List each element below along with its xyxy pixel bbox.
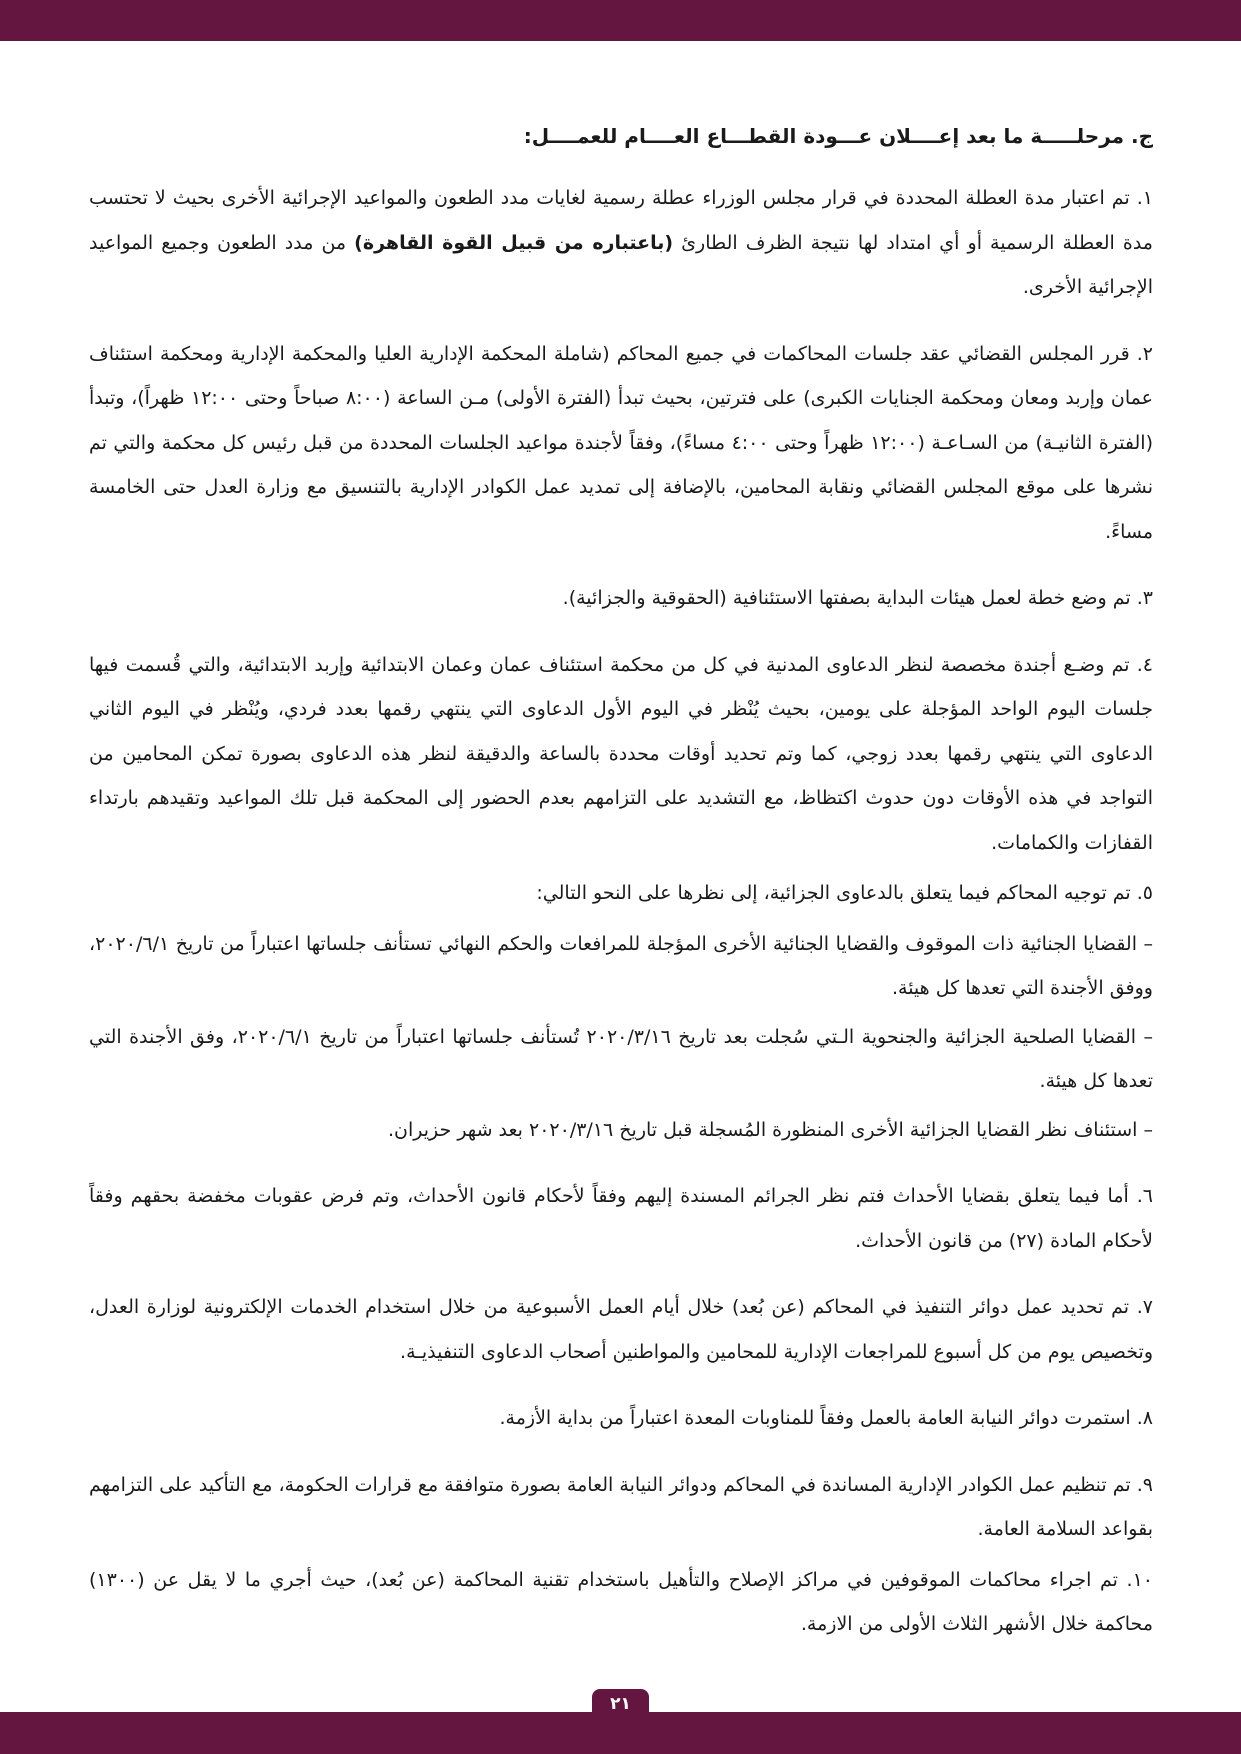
- document-body: [89, 112, 1153, 1669]
- paragraph-1-bold: (باعتباره من قبيل القوة القاهرة): [354, 231, 674, 254]
- section-heading: ج. مرحلـــــة ما بعد إعــــلان عـــودة القطـــاع العــــام للعمــــل:: [523, 124, 1153, 148]
- paragraph-5-subitem-2: – القضايا الصلحية الجزائية والجنحوية الـتي سُجلت بعد تاريخ ٢٠٢٠/٣/١٦ تُستأنف جلساتها اعتباراً من تاريخ ٢٠٢٠/٦/١، وفق الأجندة التي تعدها كل هيئة.: [89, 1025, 1153, 1092]
- paragraph-4: ٤. تم وضـع أجندة مخصصة لنظر الدعاوى المدنية في كل من محكمة استئناف عمان وعمان الابتدائية وإربد الابتدائية، والتي قُسمت فيها جلسات اليوم الواحد المؤجلة على يومين، بحيث يُنْظر في اليوم الأول الدعاوى التي ينتهي رقمها بعدد فردي، ويُنْظر في اليوم الثاني الدعاوى التي ينتهي رقمها بعدد زوجي، كما وتم تحديد أوقات محددة بالساعة والدقيقة لنظر هذه الدعاوى بصورة تمكن المحامين من التواجد في هذه الأوقات دون حدوث اكتظاظ، مع التشديد على التزامهم بعدم الحضور إلى المحكمة قبل تلك المواعيد وتقيدهم بارتداء القفازات والكمامات.: [89, 653, 1153, 854]
- paragraph-1: [89, 176, 1153, 310]
- page-number: ٢١: [592, 1689, 649, 1719]
- paragraph-8: ٨. استمرت دوائر النيابة العامة بالعمل وفقاً للمناوبات المعدة اعتباراً من بداية الأزمة.: [499, 1407, 1153, 1429]
- paragraph-5: ٥. تم توجيه المحاكم فيما يتعلق بالدعاوى الجزائية، إلى نظرها على النحو التالي:: [536, 882, 1153, 904]
- paragraph-1-text-end: من مدد الطعون وجميع المواعيد الإجرائية الأخرى.: [89, 231, 1153, 298]
- paragraph-9: ٩. تم تنظيم عمل الكوادر الإدارية المساندة في المحاكم ودوائر النيابة العامة بصورة متوافقة مع قرارات الحكومة، مع التأكيد على التزامهم بقواعد السلامة العامة.: [89, 1473, 1153, 1540]
- paragraph-5-subitem-3: – استئناف نظر القضايا الجزائية الأخرى المنظورة المُسجلة قبل تاريخ ٢٠٢٠/٣/١٦ بعد شهر حزيران.: [388, 1118, 1153, 1141]
- paragraph-2: ٢. قرر المجلس القضائي عقد جلسات المحاكمات في جميع المحاكم (شاملة المحكمة الإدارية العليا والمحكمة الإدارية ومحكمة استئناف عمان وإربد ومعان ومحكمة الجنايات الكبرى) على فترتين، بحيث تبدأ (الفترة الأولى) مـن الساعة (٨:٠٠ صباحاً وحتى ١٢:٠٠ ظهراً)، وتبدأ (الفترة الثانيـة) من السـاعـة (١٢:٠٠ ظهراً وحتى ٤:٠٠ مساءً)، وفقاً لأجندة مواعيد الجلسات المحددة من قبل رئيس كل محكمة والتي تم نشرها على موقع المجلس القضائي ونقابة المحامين، بالإضافة إلى تمديد عمل الكوادر الإدارية بالتنسيق مع وزارة العدل حتى الخامسة مساءً.: [89, 342, 1153, 543]
- paragraph-1-text: ١. تم اعتبار مدة العطلة المحددة في قرار مجلس الوزراء عطلة رسمية لغايات مدد الطعون والمواعيد الإجرائية الأخرى بحيث لا تحتسب مدة العطلة الرسمية أو أي امتداد لها نتيجة الظرف الطارئ: [89, 187, 1153, 254]
- top-header-band: [0, 0, 1241, 41]
- paragraph-7: ٧. تم تحديد عمل دوائر التنفيذ في المحاكم (عن بُعد) خلال أيام العمل الأسبوعية من خلال استخدام الخدمات الإلكترونية لوزارة العدل، وتخصيص يوم من كل أسبوع للمراجعات الإدارية للمحامين والمواطنين أصحاب الدعاوى التنفيذيـة.: [89, 1296, 1153, 1363]
- paragraph-5-subitem-1: – القضايا الجنائية ذات الموقوف والقضايا الجنائية الأخرى المؤجلة للمرافعات والحكم النهائي تستأنف جلساتها اعتباراً من تاريخ ٢٠٢٠/٦/١، ووفق الأجندة التي تعدها كل هيئة.: [89, 932, 1153, 999]
- paragraph-10: ١٠. تم اجراء محاكمات الموقوفين في مراكز الإصلاح والتأهيل باستخدام تقنية المحاكمة (عن بُعد)، حيث أجري ما لا يقل عن (١٣٠٠) محاكمة خلال الأشهر الثلاث الأولى من الازمة.: [89, 1568, 1153, 1635]
- paragraph-3: ٣. تم وضع خطة لعمل هيئات البداية بصفتها الاستئنافية (الحقوقية والجزائية).: [562, 587, 1153, 609]
- paragraph-6: ٦. أما فيما يتعلق بقضايا الأحداث فتم نظر الجرائم المسندة إليهم وفقاً لأحكام قانون الأحداث، وتم فرض عقوبات مخفضة بحقهم وفقاً لأحكام المادة (٢٧) من قانون الأحداث.: [89, 1185, 1153, 1252]
